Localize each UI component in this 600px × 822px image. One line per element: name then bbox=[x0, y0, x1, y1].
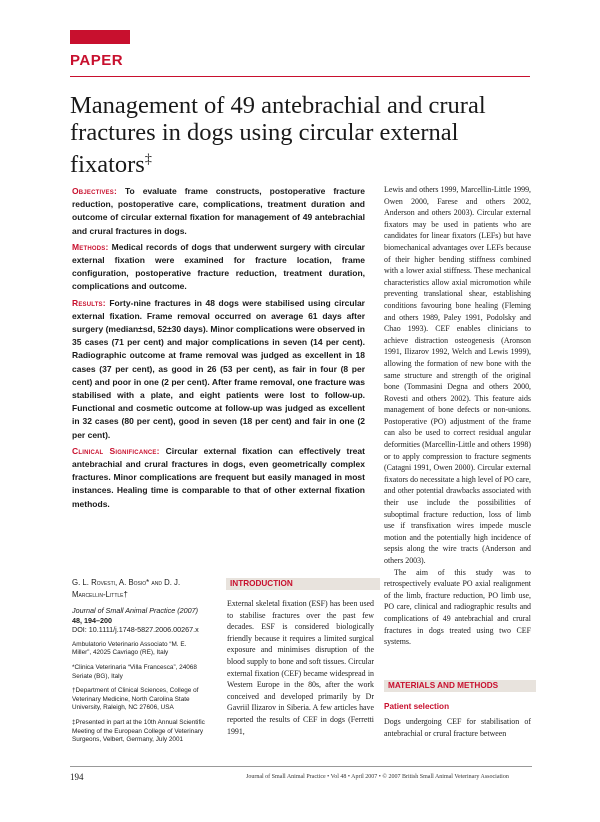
journal-name: Journal of Small Animal Practice (2007) bbox=[72, 606, 198, 615]
affiliation-3: †Department of Clinical Sciences, College of Veterinary Medicine, North Carolina State University, Raleigh, NC 27606, USA bbox=[72, 687, 199, 712]
materials-body bbox=[384, 716, 531, 739]
patient-selection-heading: Patient selection bbox=[384, 702, 450, 711]
right-column bbox=[384, 184, 531, 648]
volume-pages: 48, 194–200 bbox=[72, 615, 112, 625]
section-label: PAPER bbox=[70, 52, 124, 69]
abstract-results bbox=[72, 297, 365, 442]
article-title bbox=[70, 92, 540, 178]
abstract-significance bbox=[72, 445, 365, 511]
doi[interactable]: DOI: 10.1111/j.1748-5827.2006.00267.x bbox=[72, 625, 199, 635]
citation bbox=[72, 606, 207, 635]
materials-methods-heading: MATERIALS AND METHODS bbox=[384, 680, 536, 692]
title-footnote-mark: ‡ bbox=[144, 152, 152, 167]
section-divider bbox=[70, 76, 530, 77]
materials-paragraph: Dogs undergoing CEF for stabilisation of antebrachial or crural fracture between bbox=[384, 717, 531, 738]
page-number: 194 bbox=[70, 772, 84, 782]
section-color-bar bbox=[70, 30, 130, 44]
objectives-text: To evaluate frame constructs, postoperative fracture reduction, postoperative care, complications, treatment duration and outcome of circular external fixation for management of 49 antebrachial and crural fractures in dogs. bbox=[72, 186, 365, 236]
methods-heading: Methods: bbox=[72, 241, 109, 252]
introduction-body bbox=[227, 598, 374, 737]
affiliation-2: *Clinica Veterinaria “Villa Francesca”, 24068 Seriate (BG), Italy bbox=[72, 663, 197, 680]
abstract bbox=[72, 185, 365, 514]
article-title-text: Management of 49 antebrachial and crural fractures in dogs using circular external fixators bbox=[70, 92, 486, 179]
significance-text: Circular external fixation can effectively treat antebrachial and crural fractures in dogs, even geometrically complex fractures. Minor complications are frequent but easily managed in most instances. Healing time is comparable to that of other external fixation methods. bbox=[72, 445, 365, 509]
right-column-paragraph-1: Lewis and others 1999, Marcellin-Little 1999, Owen 2000, Farese and others 2002, Anderson and others 2003). Circular external fixators may be used in patients who are candidates for linear fixators (LEFs) but have biomechanical advantages over LEFs because of their higher bending stiffness combined with a lower axial stiffness. These mechanical characteristics allow axial micromotion while preventing translational shear, establishing conditions favouring bone healing (Fleming and others 1989, Paley 1991, Podolsky and Chao 1993). CEF enables clinicians to achieve distraction osteogenesis (Aronson 1991, Ilizarov 1992, Welch and Lewis 1999), allowing the formation of new bone with the same structure and strength of the original bone (Tommasini Degna and others 2000, Rovesti and others 2002). This feature aids management of bone defects or non-unions. Postoperative (PO) adjustment of the frame can also be used to correct residual angular deformities (Marcellin-Little and others 1998) or to apply compression to fracture segments (Catagni 1991, Owen 2000). Circular external fixators do necessitate a high level of PO care, and other potential drawbacks associated with their use include the possibilities of suboptimal fracture reduction, loss of limb use if transfixation wires impede muscle motion and the potentially high incidence of sepsis along the wire tracts (Anderson and others 2003). bbox=[384, 185, 531, 565]
introduction-heading: INTRODUCTION bbox=[226, 578, 380, 590]
methods-text: Medical records of dogs that underwent surgery with circular external fixation were examined for fracture location, frame configuration, postoperative fracture reduction, treatment duration, complications and outcome. bbox=[72, 241, 365, 292]
abstract-methods bbox=[72, 241, 365, 294]
objectives-heading: Objectives: bbox=[72, 186, 117, 196]
abstract-objectives bbox=[72, 185, 365, 238]
significance-heading: Clinical Significance: bbox=[72, 445, 160, 456]
footer-journal-info: Journal of Small Animal Practice • Vol 48 • April 2007 • © 2007 British Small Animal Veterinary Association bbox=[246, 774, 509, 780]
introduction-paragraph: External skeletal fixation (ESF) has been used to stabilise fractures over the past few decades. ESF is considered biologically friendly because it requires a limited surgical exposure and minimises disruption of the blood supply to bone and soft tissues. Circular external fixation (CEF) became widespread in Western Europe in the 80s, after the work conceived and developed primarily by Dr Gavriil Ilizarov in Siberia. A few articles have reported the results of CEF in dogs (Ferretti 1991, bbox=[227, 599, 374, 736]
results-text: Forty-nine fractures in 48 dogs were stabilised using circular external fixation. Frame removal occurred on average 61 days after surgery (median±sd, 52±30 days). Minor complications were observed in 35 cases (71 per cent) and major complications in seven (14 per cent). Radiographic outcome at frame removal was judged as excellent in 18 cases (37 per cent), as good in 26 (53 per cent), as fair in four (8 per cent) and poor in one (2 per cent). After frame removal, one fracture was stabilised with a plate, and eight patients were lost to follow-up. Functional and cosmetic outcome at follow-up was judged as excellent in 32 cases (80 per cent), good in seven (18 per cent) and fair in one (2 per cent). bbox=[72, 297, 365, 440]
footer-divider bbox=[70, 766, 532, 767]
results-heading: Results: bbox=[72, 297, 106, 308]
author-names: G. L. Rovesti, A. Bosio* and D. J. Marcellin-Little† bbox=[72, 578, 181, 599]
affiliation-1: Ambulatorio Veterinario Associato “M. E. Miller”, 42025 Cavriago (RE), Italy bbox=[72, 640, 187, 657]
right-column-paragraph-2: The aim of this study was to retrospectively evaluate PO axial realignment of the limb, fracture reduction, PO limb use, PO care, clinical and radiographic results and complications of 49 antebrachial and crural fractures in dogs treated using two CEF systems. bbox=[384, 567, 531, 647]
affiliation-4: ‡Presented in part at the 10th Annual Scientific Meeting of the European College of Veterinary Surgeons, Velbert, Germany, July 2001 bbox=[72, 718, 205, 744]
author-block bbox=[72, 577, 207, 751]
